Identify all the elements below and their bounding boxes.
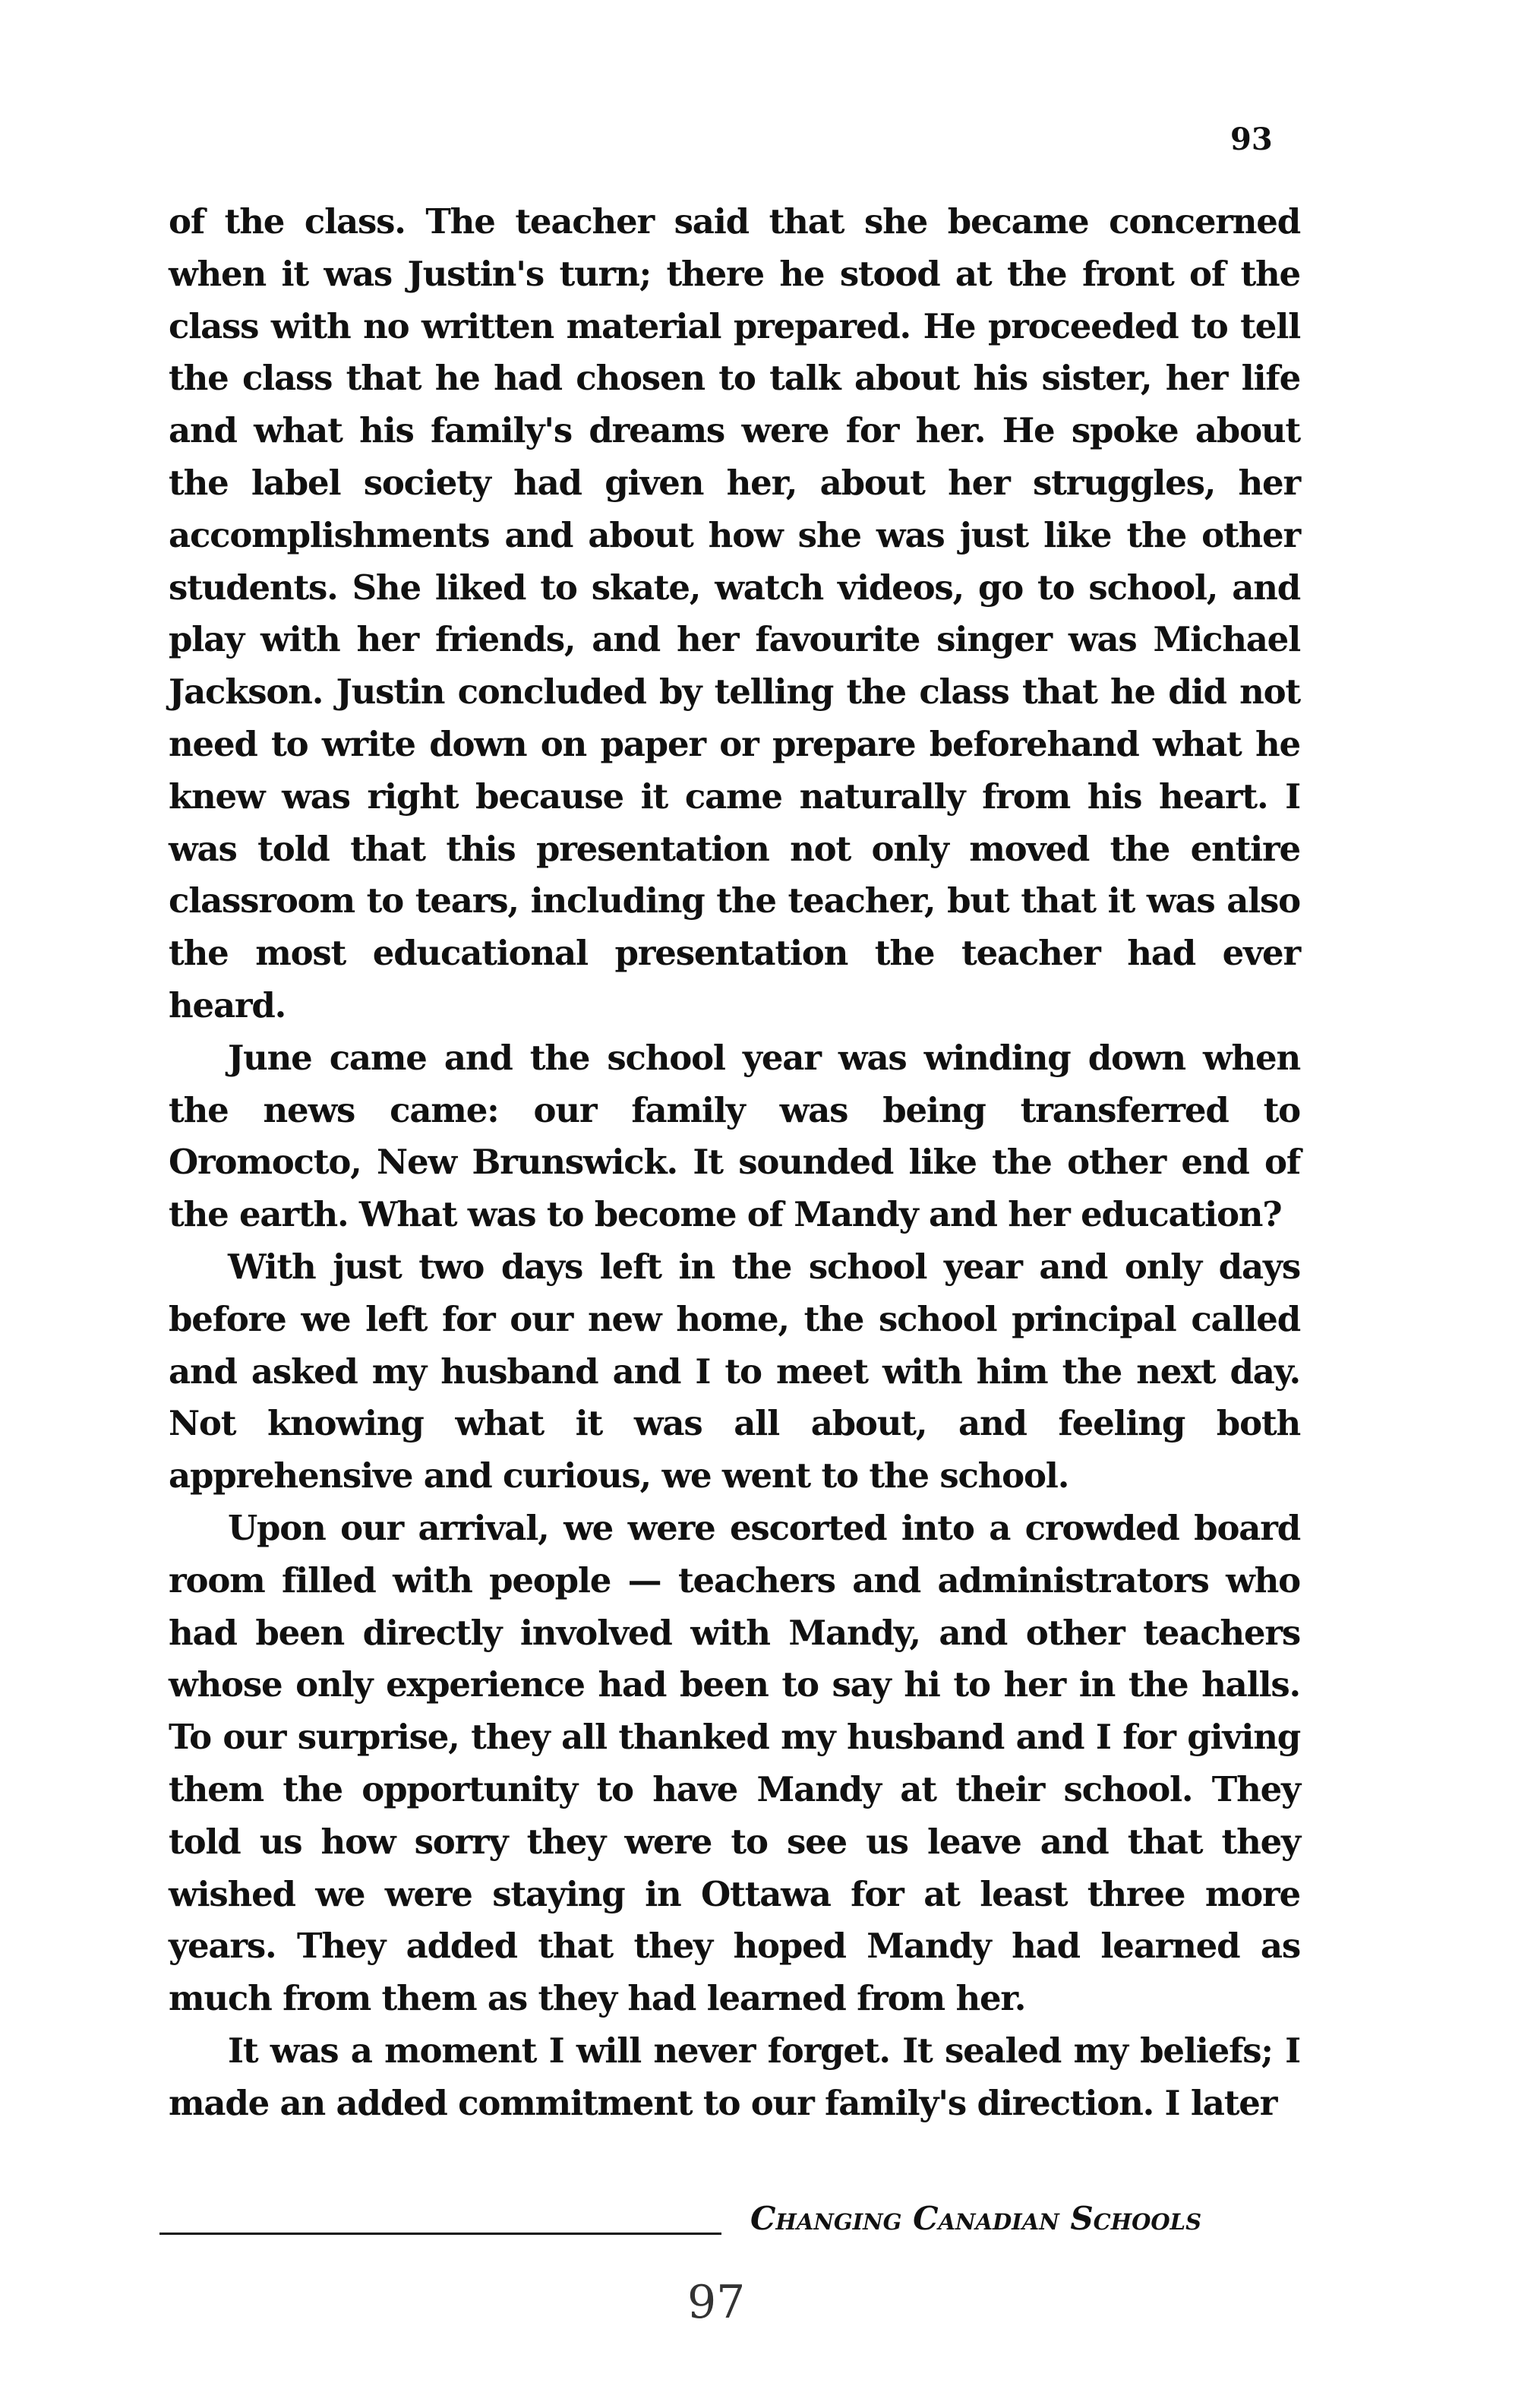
scan-page-number: 97 <box>687 2276 746 2329</box>
paragraph-1: of the class. The teacher said that she became concerned when it was Justin's turn; there he stood at the front of the class with no written material prepared. He proceeded to tell the class that he had chosen to talk about his sister, her life and what his family's dreams were for her. He spoke about the label society had given her, about her struggles, her accomplishments and about how she was just like the other students. She liked to skate, watch videos, go to school, and play with her friends, and her favourite singer was Michael Jackson. Justin concluded by telling the class that he did not need to write down on paper or prepare beforehand what he knew was right because it came naturally from his heart. I was told that this presentation not only moved the entire classroom to tears, including the teacher, but that it was also the most educational presentation the teacher had ever heard. <box>169 201 1300 1025</box>
paragraph-5: It was a moment I will never forget. It sealed my beliefs; I made an added commitment to our family's direction. I later <box>169 2030 1300 2123</box>
paragraph-4: Upon our arrival, we were escorted into a crowded board room filled with people — teachers and administrators who had been directly involved with Mandy, and other teachers whose only experience had been to say hi to her in the halls. To our surprise, they all thanked my husband and I for giving them the opportunity to have Mandy at their school. They told us how sorry they were to see us leave and that they wished we were staying in Ottawa for at least three more years. They added that they hoped Mandy had learned as much from them as they had learned from her. <box>169 1507 1300 2019</box>
body-text <box>169 196 1300 2129</box>
paragraph-3: With just two days left in the school year and only days before we left for our new home, the school principal called and asked my husband and I to meet with him the next day. Not knowing what it was all about, and feeling both apprehensive and curious, we went to the school. <box>169 1246 1300 1496</box>
page-number: 93 <box>1230 122 1273 157</box>
footer-rule <box>159 2233 721 2235</box>
footer-title: Changing Canadian Schools <box>750 2200 1202 2237</box>
paragraph-2: June came and the school year was winding down when the news came: our family was being transferred to Oromocto, New Brunswick. It sounded like the other end of the earth. What was to become of Mandy and her education? <box>169 1037 1300 1235</box>
